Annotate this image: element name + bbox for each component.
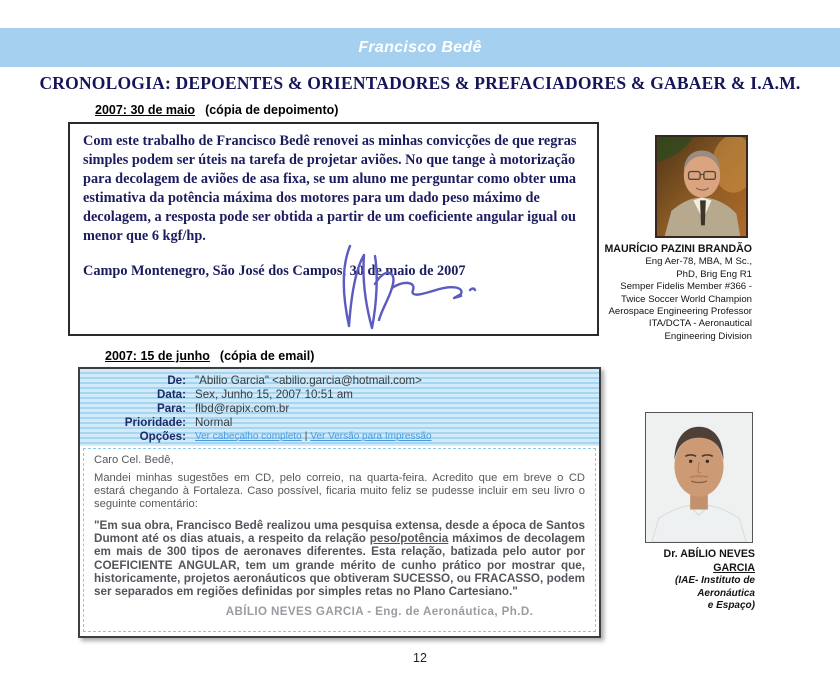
section2-label: (cópia de email) [219, 349, 315, 363]
email-screenshot [78, 367, 601, 638]
slide-author-title: Francisco Bedê [358, 38, 482, 56]
author1-credential-line: Engineering Division [664, 330, 752, 342]
page-number: 12 [413, 651, 427, 665]
author1-credential-line: PhD, Brig Eng R1 [676, 268, 752, 280]
portrait-photo-garcia-image [646, 413, 752, 542]
portrait-photo-brandao-image [657, 137, 746, 236]
section1-heading [95, 103, 338, 117]
email-signature-line: ABÍLIO NEVES GARCIA - Eng. de Aeronáutica, Ph.D. [225, 605, 534, 619]
email-priority-value: Normal [195, 416, 233, 429]
email-from-value: "Abilio Garcia" <abilio.garcia@hotmail.com> [195, 374, 422, 387]
email-quote-part2: máximos de decolagem em mais de 300 tipos de aeronaves diferentes. Esta relação, batizada pelo autor por COEFICIENTE ANGULAR, tem um grande mérito de cunho prático por mostrar que, historicamente, projetos aeronáuticos que obtiveram SUCESSO, ou FRACASSO, podem ser separados em regiões definidas por simples retas no Plano Cartesiano." [94, 532, 585, 599]
view-full-header-link[interactable]: Ver cabeçalho completo [195, 431, 302, 442]
email-options-links [195, 430, 432, 444]
author1-credential-line: Aerospace Engineering Professor [608, 306, 752, 318]
email-to-label: Para: [156, 402, 186, 415]
section1-date: 2007: 30 de maio [95, 103, 196, 117]
page-title: CRONOLOGIA: DEPOENTES & ORIENTADORES & PREFACIADORES & GABAER & I.A.M. [39, 73, 801, 93]
email-header-row-options [86, 430, 593, 444]
author2-org-line: Aeronáutica [697, 587, 755, 599]
email-date-label: Data: [157, 388, 186, 401]
section1-label: (cópia de depoimento) [205, 103, 339, 117]
email-header [80, 369, 599, 446]
email-header-row-priority [86, 416, 593, 430]
link-separator: | [304, 431, 308, 442]
author1-credential-line: Semper Fidelis Member #366 - [620, 281, 752, 293]
email-header-row-date [86, 388, 593, 402]
email-body [83, 448, 596, 632]
section2-date: 2007: 15 de junho [105, 349, 210, 363]
portrait-photo-garcia [645, 412, 753, 543]
author1-name: MAURÍCIO PAZINI BRANDÃO [604, 243, 752, 255]
author1-credential-line: Twice Soccer World Champion [621, 293, 752, 305]
email-paragraph: Mandei minhas sugestões em CD, pelo correio, na quarta-feira. Acredito que em breve o CD estará chegando à Fortaleza. Caso possível, ficaria muito feliz se pudesse incluir em seu livro o seguinte comentário: [94, 472, 585, 510]
author2-name-line1: Dr. ABÍLIO NEVES [663, 548, 755, 560]
email-from-label: De: [167, 374, 186, 387]
email-date-value: Sex, Junho 15, 2007 10:51 am [195, 388, 353, 401]
email-quote-underlined: peso/potência [369, 532, 449, 546]
testimonial-text: Com este trabalho de Francisco Bedê renovei as minhas convicções de que regras simples podem ser úteis na tarefa de projetar aviões. No que tange à motorização para decolagem de aviões de asa fixa, se um aluno me perguntar como obter uma estimativa da potência máxima dos motores para um dado peso máximo de decolagem, a resposta pode ser obtida a partir de um coeficiente angular igual ou menor que 6 kgf/hp. [83, 133, 577, 244]
author2-org-line: (IAE- Instituto de [675, 575, 755, 586]
email-to-value: flbd@rapix.com.br [195, 402, 290, 415]
email-options-label: Opções: [139, 430, 186, 443]
email-greeting: Caro Cel. Bedê, [94, 454, 174, 466]
email-priority-label: Prioridade: [124, 416, 186, 429]
email-header-row-to [86, 402, 593, 416]
testimonial-box [68, 122, 599, 336]
author1-credential-line: Eng Aer-78, MBA, M Sc., [645, 256, 752, 268]
email-quote-part1: "Em sua obra, Francisco Bedê realizou uma pesquisa extensa, desde a época de Santos Dumont até os dias atuais, a respeito da relação [94, 519, 585, 546]
author1-caption [552, 243, 752, 343]
testimonial-place-date: Campo Montenegro, São José dos Campos, 30 de maio de 2007 [83, 263, 466, 279]
author2-caption [565, 548, 755, 613]
email-header-row-from [86, 374, 593, 388]
author2-name-line2: GARCIA [713, 561, 755, 574]
author1-credential-line: ITA/DCTA - Aeronautical [648, 318, 752, 330]
email-quote [94, 519, 585, 598]
header-band [0, 28, 840, 67]
author2-org-line: e Espaço) [707, 600, 755, 611]
section2-heading [105, 349, 314, 363]
signature-scribble [328, 240, 488, 332]
portrait-photo-brandao [655, 135, 748, 238]
view-print-version-link[interactable]: Ver Versão para Impressão [310, 431, 432, 442]
